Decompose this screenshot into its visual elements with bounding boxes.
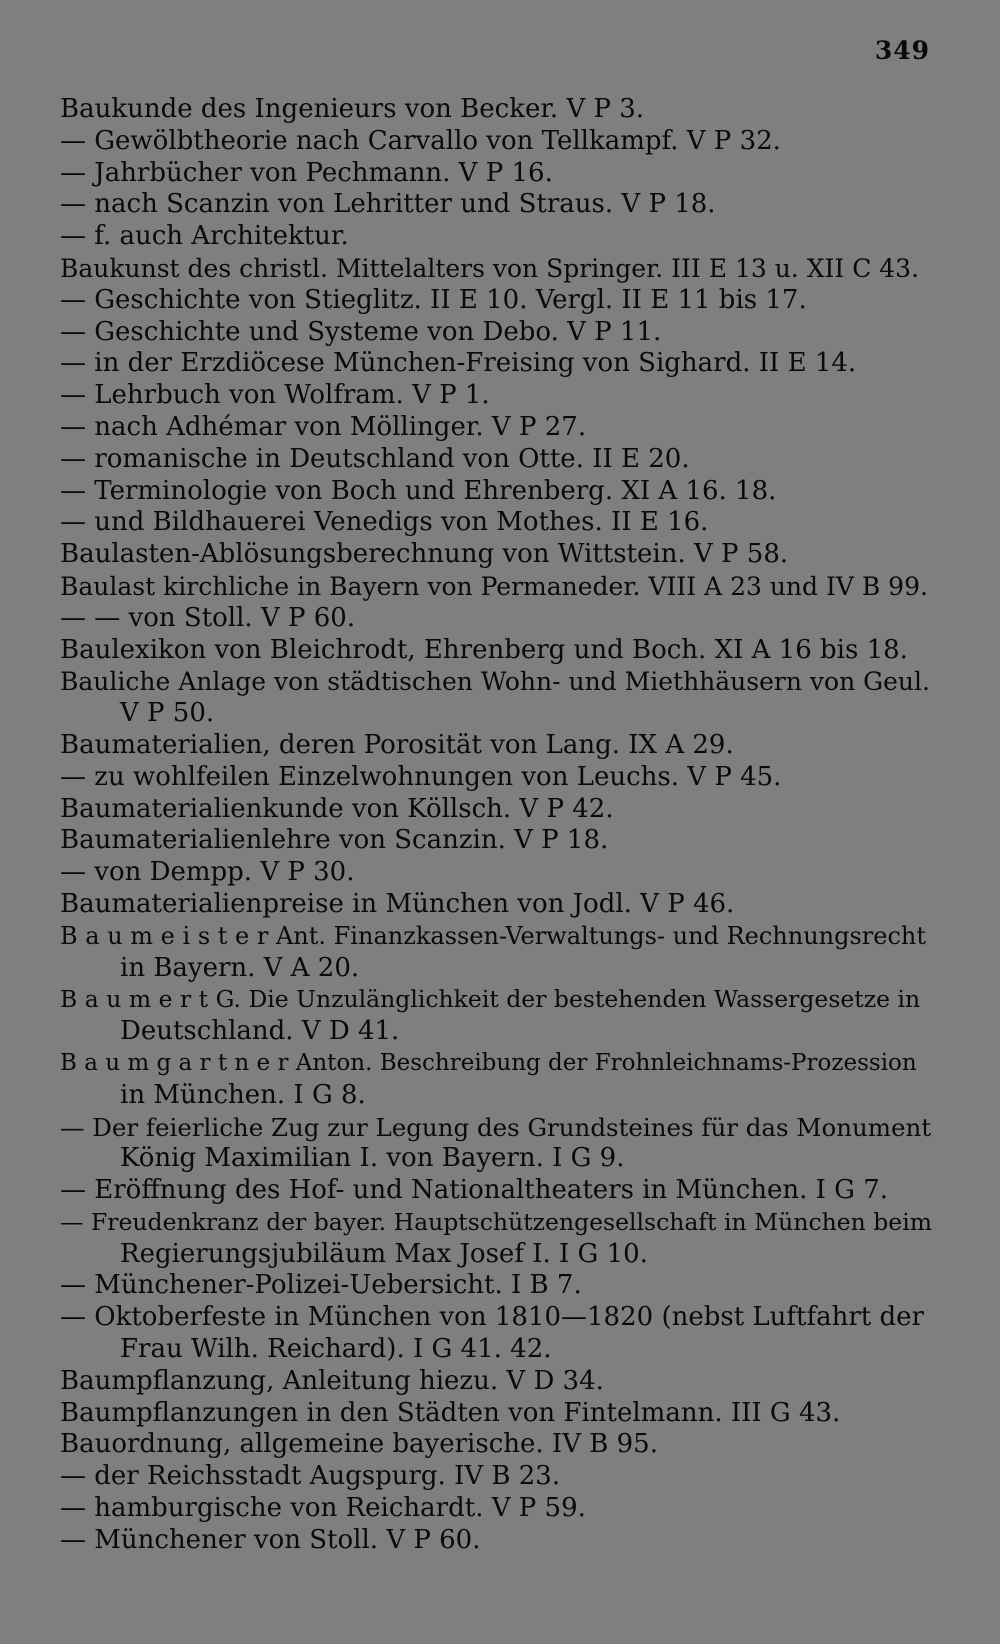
index-line: — von Dempp. V P 30. xyxy=(60,857,355,888)
index-line: Baumaterialienlehre von Scanzin. V P 18. xyxy=(60,825,609,856)
index-line: — und Bildhauerei Venedigs von Mothes. II E 16. xyxy=(60,507,709,538)
index-line: — der Reichsstadt Augspurg. IV B 23. xyxy=(60,1461,561,1492)
index-line: — nach Scanzin von Lehritter und Straus. V P 18. xyxy=(60,189,716,220)
page-number: 349 xyxy=(874,36,930,65)
index-line: — Lehrbuch von Wolfram. V P 1. xyxy=(60,380,490,411)
index-line-continuation: König Maximilian I. von Bayern. I G 9. xyxy=(120,1143,625,1174)
index-line-continuation: in München. I G 8. xyxy=(120,1079,366,1110)
index-line: — Jahrbücher von Pechmann. V P 16. xyxy=(60,157,553,188)
index-line: Bauordnung, allgemeine bayerische. IV B 95. xyxy=(60,1429,658,1460)
index-line-continuation: in Bayern. V A 20. xyxy=(120,952,360,983)
index-line: Bauliche Anlage von städtischen Wohn- und Miethhäusern von Geul. xyxy=(60,667,930,697)
index-line-continuation: V P 50. xyxy=(120,698,215,729)
index-line: — in der Erzdiöcese München-Freising von Sighard. II E 14. xyxy=(60,348,857,379)
index-line: — nach Adhémar von Möllinger. V P 27. xyxy=(60,411,587,442)
index-line: Baumaterialienkunde von Köllsch. V P 42. xyxy=(60,793,614,824)
index-line-continuation: Deutschland. V D 41. xyxy=(120,1016,400,1047)
index-line: Baumpflanzung, Anleitung hiezu. V D 34. xyxy=(60,1365,604,1396)
index-line: Baukunst des christl. Mittelalters von Springer. III E 13 u. XII C 43. xyxy=(60,253,920,283)
index-line: Baulast kirchliche in Bayern von Permaneder. VIII A 23 und IV B 99. xyxy=(60,571,928,601)
index-line: Baulexikon von Bleichrodt, Ehrenberg und Boch. XI A 16 bis 18. xyxy=(60,634,908,665)
index-line: — hamburgische von Reichardt. V P 59. xyxy=(60,1493,586,1524)
index-line: — Münchener-Polizei-Uebersicht. I B 7. xyxy=(60,1270,582,1301)
index-line-continuation: Regierungsjubiläum Max Josef I. I G 10. xyxy=(120,1238,648,1269)
index-line: — zu wohlfeilen Einzelwohnungen von Leuchs. V P 45. xyxy=(60,761,782,792)
index-line: — Der feierliche Zug zur Legung des Grundsteines für das Monument xyxy=(60,1112,932,1142)
index-line: Baulasten-Ablösungsberechnung von Wittstein. V P 58. xyxy=(60,539,789,570)
index-line: Baumaterialienpreise in München von Jodl. V P 46. xyxy=(60,888,735,919)
index-line: — Oktoberfeste in München von 1810—1820 (nebst Luftfahrt der xyxy=(60,1302,924,1333)
index-line: B a u m e r t G. Die Unzulänglichkeit der bestehenden Wassergesetze in xyxy=(60,985,921,1014)
index-line: — Geschichte von Stieglitz. II E 10. Vergl. II E 11 bis 17. xyxy=(60,284,807,315)
index-line: — Eröffnung des Hof- und Nationaltheaters in München. I G 7. xyxy=(60,1175,889,1206)
index-line: Baukunde des Ingenieurs von Becker. V P 3. xyxy=(60,94,645,124)
index-line: — Geschichte und Systeme von Debo. V P 11. xyxy=(60,316,662,347)
index-line: — — von Stoll. V P 60. xyxy=(60,602,356,633)
index-line: — Terminologie von Boch und Ehrenberg. XI A 16. 18. xyxy=(60,475,777,506)
index-line-continuation: Frau Wilh. Reichard). I G 41. 42. xyxy=(120,1334,552,1365)
index-line: — romanische in Deutschland von Otte. II E 20. xyxy=(60,443,690,474)
index-line: — f. auch Architektur. xyxy=(60,221,349,252)
index-line: B a u m g a r t n e r Anton. Beschreibung der Frohnleichnams-Prozession xyxy=(60,1049,917,1076)
index-line: — Freudenkranz der bayer. Hauptschützengesellschaft in München beim xyxy=(60,1207,933,1236)
index-line: — Gewölbtheorie nach Carvallo von Tellkampf. V P 32. xyxy=(60,125,781,156)
index-line: Baumpflanzungen in den Städten von Fintelmann. III G 43. xyxy=(60,1397,841,1428)
index-entries xyxy=(60,94,932,1557)
index-line: B a u m e i s t e r Ant. Finanzkassen-Verwaltungs- und Rechnungsrecht xyxy=(60,921,927,950)
index-line: — Münchener von Stoll. V P 60. xyxy=(60,1524,481,1555)
index-line: Baumaterialien, deren Porosität von Lang. IX A 29. xyxy=(60,729,734,760)
